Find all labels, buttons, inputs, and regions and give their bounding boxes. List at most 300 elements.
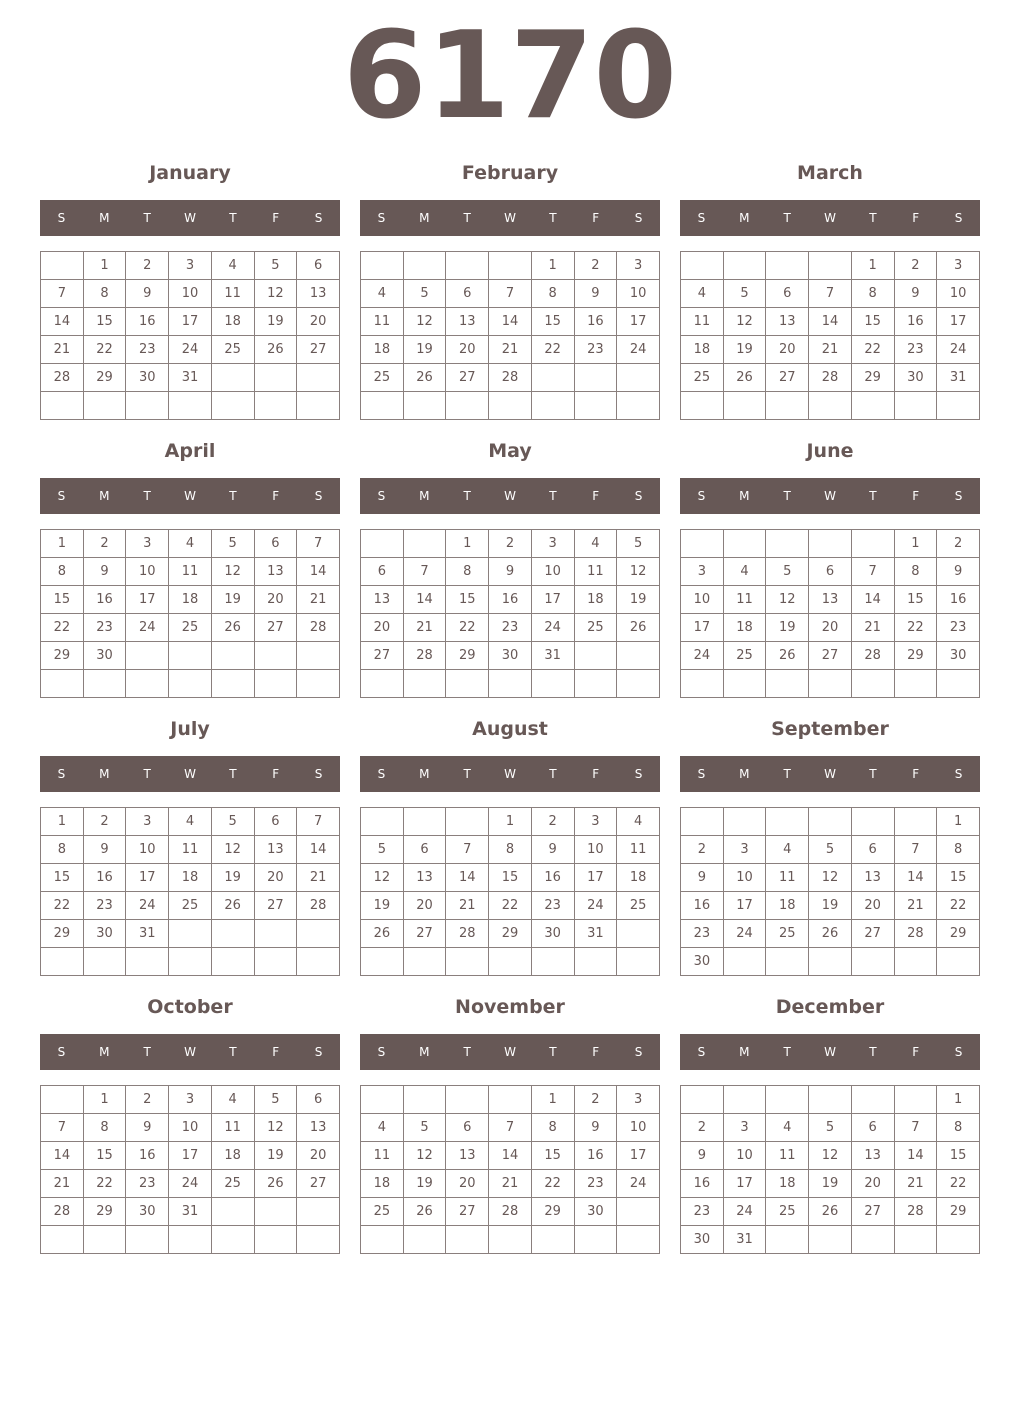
- day-cell: 29: [41, 642, 84, 670]
- weekday-label: F: [272, 1045, 280, 1059]
- day-cell: 10: [937, 280, 980, 308]
- day-cell: 14: [41, 1142, 84, 1170]
- day-cell: 10: [723, 1142, 766, 1170]
- day-cell: 4: [766, 836, 809, 864]
- day-cell: 6: [254, 530, 297, 558]
- day-cell: 28: [894, 1198, 937, 1226]
- day-cell: 24: [617, 336, 660, 364]
- day-cell: 15: [851, 308, 894, 336]
- day-cell: 3: [169, 252, 212, 280]
- week-row: [361, 892, 660, 920]
- day-cell: 29: [83, 364, 126, 392]
- day-cell: 21: [489, 1170, 532, 1198]
- day-cell: 4: [574, 530, 617, 558]
- day-cell: 5: [254, 252, 297, 280]
- day-cell: 31: [937, 364, 980, 392]
- day-cell: 15: [41, 586, 84, 614]
- day-cell: 10: [723, 864, 766, 892]
- week-row: [361, 252, 660, 280]
- day-cell: 13: [809, 586, 852, 614]
- day-cell: [41, 392, 84, 420]
- day-cell: 6: [446, 280, 489, 308]
- day-cell: [851, 1226, 894, 1254]
- day-grid: [360, 529, 660, 698]
- day-cell: [169, 920, 212, 948]
- day-cell: 19: [809, 892, 852, 920]
- day-cell: 8: [894, 558, 937, 586]
- weekday-label: F: [592, 211, 600, 225]
- day-cell: 22: [851, 336, 894, 364]
- day-cell: [211, 1226, 254, 1254]
- day-cell: 27: [403, 920, 446, 948]
- day-cell: 3: [169, 1086, 212, 1114]
- week-row: [41, 1226, 340, 1254]
- day-cell: [617, 948, 660, 976]
- day-cell: 14: [403, 586, 446, 614]
- day-cell: 10: [681, 586, 724, 614]
- day-cell: 18: [361, 1170, 404, 1198]
- day-cell: 11: [617, 836, 660, 864]
- day-cell: [169, 1226, 212, 1254]
- day-cell: 3: [617, 252, 660, 280]
- day-cell: 16: [894, 308, 937, 336]
- day-cell: 7: [41, 1114, 84, 1142]
- day-cell: [574, 364, 617, 392]
- day-cell: 23: [574, 336, 617, 364]
- day-cell: [254, 670, 297, 698]
- day-cell: [211, 920, 254, 948]
- week-row: [361, 642, 660, 670]
- weekday-label: M: [739, 767, 750, 781]
- day-cell: 24: [723, 920, 766, 948]
- day-cell: 9: [574, 280, 617, 308]
- weekday-label: T: [229, 489, 237, 503]
- day-cell: 17: [723, 892, 766, 920]
- day-cell: 21: [41, 336, 84, 364]
- day-cell: 23: [681, 1198, 724, 1226]
- day-cell: 9: [894, 280, 937, 308]
- day-cell: 25: [211, 336, 254, 364]
- day-cell: 1: [851, 252, 894, 280]
- day-cell: 28: [297, 892, 340, 920]
- day-cell: 19: [403, 336, 446, 364]
- weekday-label: T: [463, 489, 471, 503]
- day-cell: [446, 1226, 489, 1254]
- day-cell: [211, 392, 254, 420]
- day-cell: 20: [766, 336, 809, 364]
- day-cell: [489, 252, 532, 280]
- week-row: [361, 808, 660, 836]
- week-row: [41, 892, 340, 920]
- day-cell: [937, 670, 980, 698]
- day-cell: 17: [681, 614, 724, 642]
- week-row: [41, 642, 340, 670]
- day-cell: 12: [809, 1142, 852, 1170]
- day-cell: [126, 642, 169, 670]
- week-row: [41, 670, 340, 698]
- day-cell: [254, 1226, 297, 1254]
- day-cell: [723, 252, 766, 280]
- day-cell: 2: [937, 530, 980, 558]
- day-cell: 3: [681, 558, 724, 586]
- week-row: [681, 308, 980, 336]
- day-cell: 11: [211, 280, 254, 308]
- day-cell: 30: [126, 1198, 169, 1226]
- day-cell: 24: [126, 892, 169, 920]
- day-cell: 19: [766, 614, 809, 642]
- day-cell: 20: [254, 864, 297, 892]
- day-cell: [766, 252, 809, 280]
- day-cell: 16: [126, 1142, 169, 1170]
- day-cell: [169, 392, 212, 420]
- day-cell: 19: [361, 892, 404, 920]
- day-cell: 16: [681, 1170, 724, 1198]
- week-row: [361, 336, 660, 364]
- day-cell: 8: [851, 280, 894, 308]
- day-cell: 17: [169, 1142, 212, 1170]
- day-cell: 14: [894, 1142, 937, 1170]
- week-row: [41, 1170, 340, 1198]
- day-cell: 14: [297, 836, 340, 864]
- day-cell: 28: [446, 920, 489, 948]
- week-row: [41, 336, 340, 364]
- day-cell: 9: [83, 558, 126, 586]
- day-cell: 18: [211, 1142, 254, 1170]
- weekday-label: T: [783, 211, 791, 225]
- day-cell: 29: [531, 1198, 574, 1226]
- day-cell: [723, 670, 766, 698]
- day-cell: 2: [83, 808, 126, 836]
- day-cell: 19: [254, 1142, 297, 1170]
- day-cell: 3: [723, 1114, 766, 1142]
- weekday-label: T: [229, 211, 237, 225]
- day-cell: [169, 670, 212, 698]
- week-row: [361, 670, 660, 698]
- week-row: [361, 308, 660, 336]
- day-cell: 27: [851, 1198, 894, 1226]
- day-cell: 10: [126, 558, 169, 586]
- day-cell: 1: [41, 808, 84, 836]
- day-cell: 28: [809, 364, 852, 392]
- day-cell: 30: [681, 948, 724, 976]
- day-cell: [126, 392, 169, 420]
- day-cell: [41, 948, 84, 976]
- week-row: [41, 530, 340, 558]
- day-cell: [169, 642, 212, 670]
- day-cell: [211, 948, 254, 976]
- day-cell: [83, 670, 126, 698]
- week-row: [41, 308, 340, 336]
- day-cell: [361, 252, 404, 280]
- week-row: [41, 836, 340, 864]
- weekday-label: T: [783, 1045, 791, 1059]
- day-cell: 15: [937, 1142, 980, 1170]
- day-cell: [297, 920, 340, 948]
- day-cell: 3: [126, 808, 169, 836]
- weekday-label: T: [549, 1045, 557, 1059]
- day-cell: [41, 252, 84, 280]
- day-cell: [617, 642, 660, 670]
- day-cell: [403, 670, 446, 698]
- day-cell: 12: [403, 308, 446, 336]
- day-cell: 9: [574, 1114, 617, 1142]
- week-row: [681, 586, 980, 614]
- day-cell: 5: [403, 1114, 446, 1142]
- weekday-label: T: [783, 489, 791, 503]
- day-cell: 25: [766, 1198, 809, 1226]
- day-cell: 17: [617, 308, 660, 336]
- weekday-label: S: [634, 767, 643, 781]
- day-cell: 11: [574, 558, 617, 586]
- day-cell: 3: [937, 252, 980, 280]
- day-cell: 6: [851, 836, 894, 864]
- weekday-label: W: [184, 489, 196, 503]
- day-cell: 1: [937, 1086, 980, 1114]
- weekday-label: W: [824, 211, 836, 225]
- day-cell: 17: [126, 586, 169, 614]
- day-cell: 20: [446, 336, 489, 364]
- day-cell: 9: [83, 836, 126, 864]
- day-cell: 22: [489, 892, 532, 920]
- day-cell: 1: [41, 530, 84, 558]
- day-cell: 26: [254, 1170, 297, 1198]
- day-cell: [41, 1086, 84, 1114]
- week-row: [681, 836, 980, 864]
- day-cell: [937, 948, 980, 976]
- day-cell: [766, 1086, 809, 1114]
- day-cell: 5: [723, 280, 766, 308]
- weekday-label: S: [57, 767, 66, 781]
- day-cell: 19: [254, 308, 297, 336]
- day-cell: [681, 392, 724, 420]
- weekday-label: S: [634, 489, 643, 503]
- year-title: 6170: [343, 7, 677, 146]
- day-cell: 21: [446, 892, 489, 920]
- day-cell: 22: [41, 614, 84, 642]
- day-cell: 1: [937, 808, 980, 836]
- week-row: [41, 252, 340, 280]
- day-cell: [361, 1226, 404, 1254]
- week-row: [681, 1226, 980, 1254]
- day-cell: 25: [211, 1170, 254, 1198]
- weekday-label: W: [824, 489, 836, 503]
- day-cell: [254, 364, 297, 392]
- day-grid: [680, 1085, 980, 1254]
- weekday-label: S: [57, 489, 66, 503]
- day-cell: [723, 1086, 766, 1114]
- day-cell: 12: [766, 586, 809, 614]
- day-cell: 18: [681, 336, 724, 364]
- day-cell: [297, 670, 340, 698]
- day-cell: 15: [489, 864, 532, 892]
- day-cell: 15: [83, 308, 126, 336]
- day-cell: 15: [531, 308, 574, 336]
- day-cell: 26: [403, 364, 446, 392]
- day-cell: 20: [809, 614, 852, 642]
- week-row: [361, 392, 660, 420]
- day-cell: 22: [41, 892, 84, 920]
- day-cell: 31: [169, 1198, 212, 1226]
- day-cell: 30: [489, 642, 532, 670]
- weekday-label: F: [912, 489, 920, 503]
- day-cell: 30: [83, 642, 126, 670]
- day-cell: 18: [723, 614, 766, 642]
- weekday-label: S: [57, 1045, 66, 1059]
- day-cell: 3: [531, 530, 574, 558]
- day-cell: [681, 530, 724, 558]
- weekday-label: T: [549, 489, 557, 503]
- day-cell: 7: [489, 280, 532, 308]
- day-cell: 3: [617, 1086, 660, 1114]
- day-cell: 14: [489, 308, 532, 336]
- day-cell: 3: [574, 808, 617, 836]
- weekday-label: F: [272, 767, 280, 781]
- day-cell: [361, 808, 404, 836]
- day-cell: [851, 948, 894, 976]
- day-cell: 6: [297, 1086, 340, 1114]
- day-cell: 11: [169, 558, 212, 586]
- weekday-header: [40, 1034, 340, 1070]
- day-cell: [809, 1226, 852, 1254]
- day-grid: [360, 807, 660, 976]
- day-cell: 21: [809, 336, 852, 364]
- day-cell: 7: [851, 558, 894, 586]
- day-cell: 13: [361, 586, 404, 614]
- day-cell: [297, 392, 340, 420]
- day-cell: 20: [851, 1170, 894, 1198]
- week-row: [41, 1114, 340, 1142]
- day-cell: 27: [254, 614, 297, 642]
- day-cell: 5: [766, 558, 809, 586]
- day-cell: 27: [851, 920, 894, 948]
- day-cell: 9: [681, 1142, 724, 1170]
- weekday-label: S: [57, 211, 66, 225]
- day-cell: 29: [937, 920, 980, 948]
- weekday-label: W: [504, 1045, 516, 1059]
- day-cell: 4: [361, 280, 404, 308]
- weekday-label: S: [697, 1045, 706, 1059]
- day-cell: 21: [297, 864, 340, 892]
- day-cell: 19: [211, 864, 254, 892]
- day-cell: 23: [531, 892, 574, 920]
- day-cell: 2: [574, 1086, 617, 1114]
- day-cell: 10: [617, 1114, 660, 1142]
- week-row: [681, 336, 980, 364]
- day-cell: 31: [574, 920, 617, 948]
- weekday-label: M: [419, 489, 430, 503]
- day-cell: [361, 392, 404, 420]
- day-cell: 11: [361, 308, 404, 336]
- week-row: [681, 808, 980, 836]
- day-cell: [531, 948, 574, 976]
- day-cell: 25: [766, 920, 809, 948]
- day-cell: 5: [211, 530, 254, 558]
- weekday-header: [360, 478, 660, 514]
- day-cell: 10: [574, 836, 617, 864]
- day-cell: 10: [617, 280, 660, 308]
- day-cell: 8: [41, 836, 84, 864]
- day-cell: 16: [574, 1142, 617, 1170]
- day-cell: 5: [254, 1086, 297, 1114]
- day-cell: [446, 1086, 489, 1114]
- weekday-header: [680, 478, 980, 514]
- day-cell: [766, 948, 809, 976]
- day-cell: [403, 808, 446, 836]
- week-row: [361, 586, 660, 614]
- day-cell: 26: [361, 920, 404, 948]
- weekday-label: S: [634, 1045, 643, 1059]
- day-cell: 31: [169, 364, 212, 392]
- day-cell: 25: [169, 892, 212, 920]
- day-cell: [851, 392, 894, 420]
- day-cell: 6: [851, 1114, 894, 1142]
- day-cell: 20: [446, 1170, 489, 1198]
- day-cell: 12: [723, 308, 766, 336]
- weekday-header: [680, 1034, 980, 1070]
- weekday-label: S: [314, 767, 323, 781]
- week-row: [361, 364, 660, 392]
- day-cell: [254, 392, 297, 420]
- day-cell: 11: [766, 1142, 809, 1170]
- day-cell: [681, 252, 724, 280]
- weekday-label: S: [314, 1045, 323, 1059]
- day-cell: 22: [83, 336, 126, 364]
- day-cell: 28: [489, 1198, 532, 1226]
- day-cell: 20: [297, 1142, 340, 1170]
- day-cell: 26: [809, 1198, 852, 1226]
- week-row: [361, 530, 660, 558]
- day-cell: 18: [169, 586, 212, 614]
- weekday-label: F: [272, 211, 280, 225]
- day-grid: [40, 1085, 340, 1254]
- week-row: [41, 586, 340, 614]
- day-cell: [851, 530, 894, 558]
- day-cell: 26: [211, 892, 254, 920]
- day-grid: [680, 807, 980, 976]
- day-cell: [574, 392, 617, 420]
- day-cell: [446, 252, 489, 280]
- day-cell: [361, 1086, 404, 1114]
- day-cell: [361, 670, 404, 698]
- day-cell: [937, 1226, 980, 1254]
- day-cell: 27: [297, 1170, 340, 1198]
- day-cell: [83, 1226, 126, 1254]
- day-cell: 22: [937, 892, 980, 920]
- day-cell: 2: [126, 252, 169, 280]
- week-row: [681, 1170, 980, 1198]
- day-cell: 2: [574, 252, 617, 280]
- day-cell: 13: [766, 308, 809, 336]
- week-row: [361, 864, 660, 892]
- day-cell: 6: [446, 1114, 489, 1142]
- day-cell: 13: [254, 558, 297, 586]
- weekday-label: T: [463, 211, 471, 225]
- day-cell: [489, 670, 532, 698]
- day-cell: 9: [126, 280, 169, 308]
- week-row: [361, 614, 660, 642]
- week-row: [361, 280, 660, 308]
- weekday-label: T: [143, 1045, 151, 1059]
- day-cell: [894, 1226, 937, 1254]
- day-cell: [297, 364, 340, 392]
- weekday-header: [40, 478, 340, 514]
- week-row: [361, 1170, 660, 1198]
- day-cell: 9: [531, 836, 574, 864]
- weekday-label: M: [99, 767, 110, 781]
- day-cell: 15: [83, 1142, 126, 1170]
- day-cell: 18: [574, 586, 617, 614]
- day-cell: 22: [937, 1170, 980, 1198]
